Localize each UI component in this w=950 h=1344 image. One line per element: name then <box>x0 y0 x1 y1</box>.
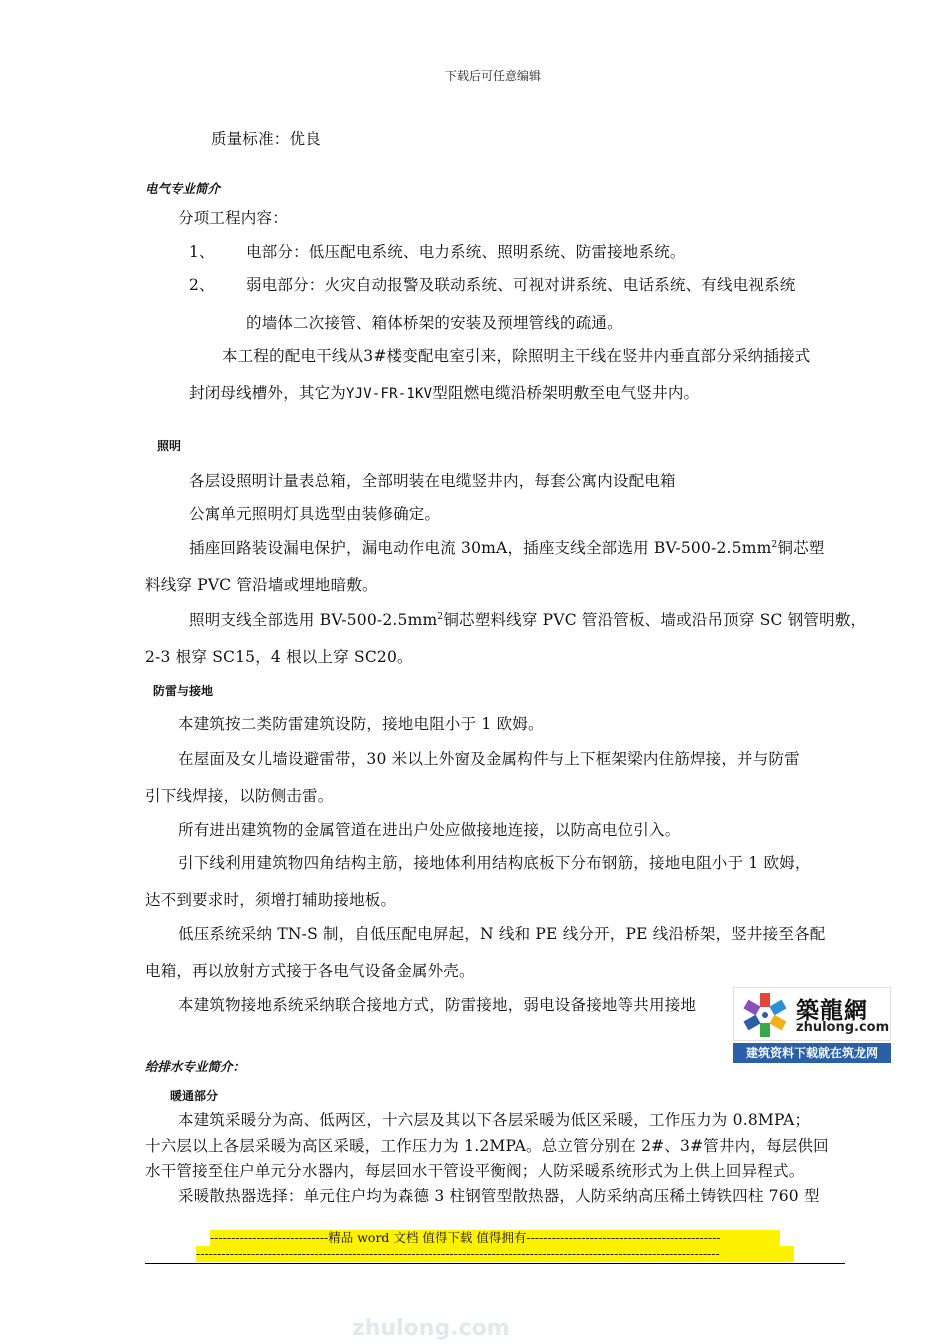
lighting-line-3 <box>189 536 825 558</box>
lighting-line-5-b: 铜芯塑料线穿 PVC 管沿管板、墙或沿吊顶穿 SC 钢管明敷， <box>443 611 867 629</box>
lightning-line-3: 引下线焊接，以防侧击雷。 <box>145 787 334 805</box>
footer-line-2: ---------------------------------------------------------------------------------------------------------------------------- <box>196 1246 794 1262</box>
lighting-line-2: 公寓单元照明灯具选型由装修确定。 <box>189 505 441 523</box>
plumbing-heading: 给排水专业简介： <box>145 1059 246 1074</box>
electrical-para-line-1: 本工程的配电干线从3#楼变配电室引来，除照明主干线在竖井内垂直部分采纳插接式 <box>222 347 811 365</box>
hvac-line-4: 采暖散热器选择：单元住户均为森德 3 柱钢管型散热器，人防采纳高压稀土铸铁四柱 760 型 <box>178 1187 820 1205</box>
lightning-line-4: 所有进出建筑物的金属管道在进出户处应做接地连接，以防高电位引入。 <box>178 821 681 839</box>
lighting-line-1: 各层设照明计量表总箱，全部明装在电缆竖井内，每套公寓内设配电箱 <box>189 472 676 490</box>
logo-name: 築龍網 <box>796 998 868 1024</box>
lightning-line-6: 达不到要求时，须增打辅助接地板。 <box>145 891 397 909</box>
page-header: 下载后可任意编辑 <box>445 69 542 83</box>
lightning-line-9: 本建筑物接地系统采纳联合接地方式，防雷接地，弱电设备接地等共用接地 <box>178 996 697 1014</box>
zhulong-logo <box>733 987 891 1064</box>
lightning-line-2: 在屋面及女儿墙设避雷带，30 米以上外窗及金属构件与上下框架梁内住筋焊接，并与防雷 <box>178 750 800 768</box>
footer-line-1: ----------------------------精品 word 文档 值得下载 值得拥有---------------------------------------------- <box>210 1230 780 1246</box>
lighting-line-3-a: 插座回路装设漏电保护，漏电动作电流 30mA，插座支线全部选用 BV-500-2.5mm <box>189 539 772 557</box>
electrical-subheading: 分项工程内容： <box>178 209 288 227</box>
quality-standard: 质量标准：优良 <box>211 130 321 148</box>
electrical-para-line-2-b: 型阻燃电缆沿桥架明敷至电气竖井内。 <box>432 384 700 402</box>
superscript-2: 2 <box>437 611 444 622</box>
watermark-text: zhulong.com <box>352 1316 510 1341</box>
item-2-line-2: 的墙体二次接管、箱体桥架的安装及预埋管线的疏通。 <box>246 314 623 332</box>
lighting-line-4: 料线穿 PVC 管沿墙或埋地暗敷。 <box>145 576 378 594</box>
lighting-line-5-a: 照明支线全部选用 BV-500-2.5mm <box>189 611 438 629</box>
lighting-heading: 照明 <box>157 439 182 453</box>
superscript-2: 2 <box>771 539 778 550</box>
item-2-number: 2、 <box>189 276 215 294</box>
logo-url: zhulong.com <box>796 1020 890 1035</box>
hvac-line-3: 水干管接至住户单元分水器内，每层回水干管设平衡阀；人防采暖系统形式为上供上回异程式。 <box>145 1162 805 1180</box>
hvac-line-1: 本建筑采暖分为高、低两区，十六层及其以下各层采暖为低区采暖，工作压力为 0.8MPA； <box>178 1111 811 1129</box>
item-1-number: 1、 <box>189 243 215 261</box>
hvac-subheading: 暖通部分 <box>170 1089 219 1103</box>
cable-code: YJV-FR-1KV <box>346 386 433 402</box>
electrical-para-line-2 <box>189 381 699 403</box>
electrical-heading: 电气专业简介 <box>145 181 221 196</box>
lightning-heading: 防雷与接地 <box>153 684 214 698</box>
lighting-line-6: 2-3 根穿 SC15，4 根以上穿 SC20。 <box>145 648 413 666</box>
electrical-para-line-2-a: 封闭母线槽外，其它为 <box>189 384 347 402</box>
item-2-line-1: 弱电部分：火灾自动报警及联动系统、可视对讲系统、电话系统、有线电视系统 <box>246 276 796 294</box>
logo-box <box>733 987 891 1041</box>
lightning-line-5: 引下线利用建筑物四角结构主筋，接地体利用结构底板下分布钢筋，接地电阻小于 1 欧姆， <box>178 854 811 872</box>
item-1-text: 电部分：低压配电系统、电力系统、照明系统、防雷接地系统。 <box>246 243 686 261</box>
logo-slogan: 建筑资料下载就在筑龙网 <box>733 1043 891 1063</box>
hvac-line-2: 十六层以上各层采暖为高区采暖，工作压力为 1.2MPA。总立管分别在 2#、3#管井内，每层供回 <box>145 1137 829 1155</box>
footer-rule <box>145 1263 845 1264</box>
lighting-line-5 <box>189 608 866 630</box>
lighting-line-3-b: 铜芯塑 <box>777 539 825 557</box>
snowflake-icon <box>737 989 793 1041</box>
lightning-line-1: 本建筑按二类防雷建筑设防，接地电阻小于 1 欧姆。 <box>178 715 544 733</box>
lightning-line-7: 低压系统采纳 TN-S 制，自低压配电屏起，N 线和 PE 线分开，PE 线沿桥架，竖井接至各配 <box>178 925 826 943</box>
lightning-line-8: 电箱，再以放射方式接于各电气设备金属外壳。 <box>145 962 475 980</box>
